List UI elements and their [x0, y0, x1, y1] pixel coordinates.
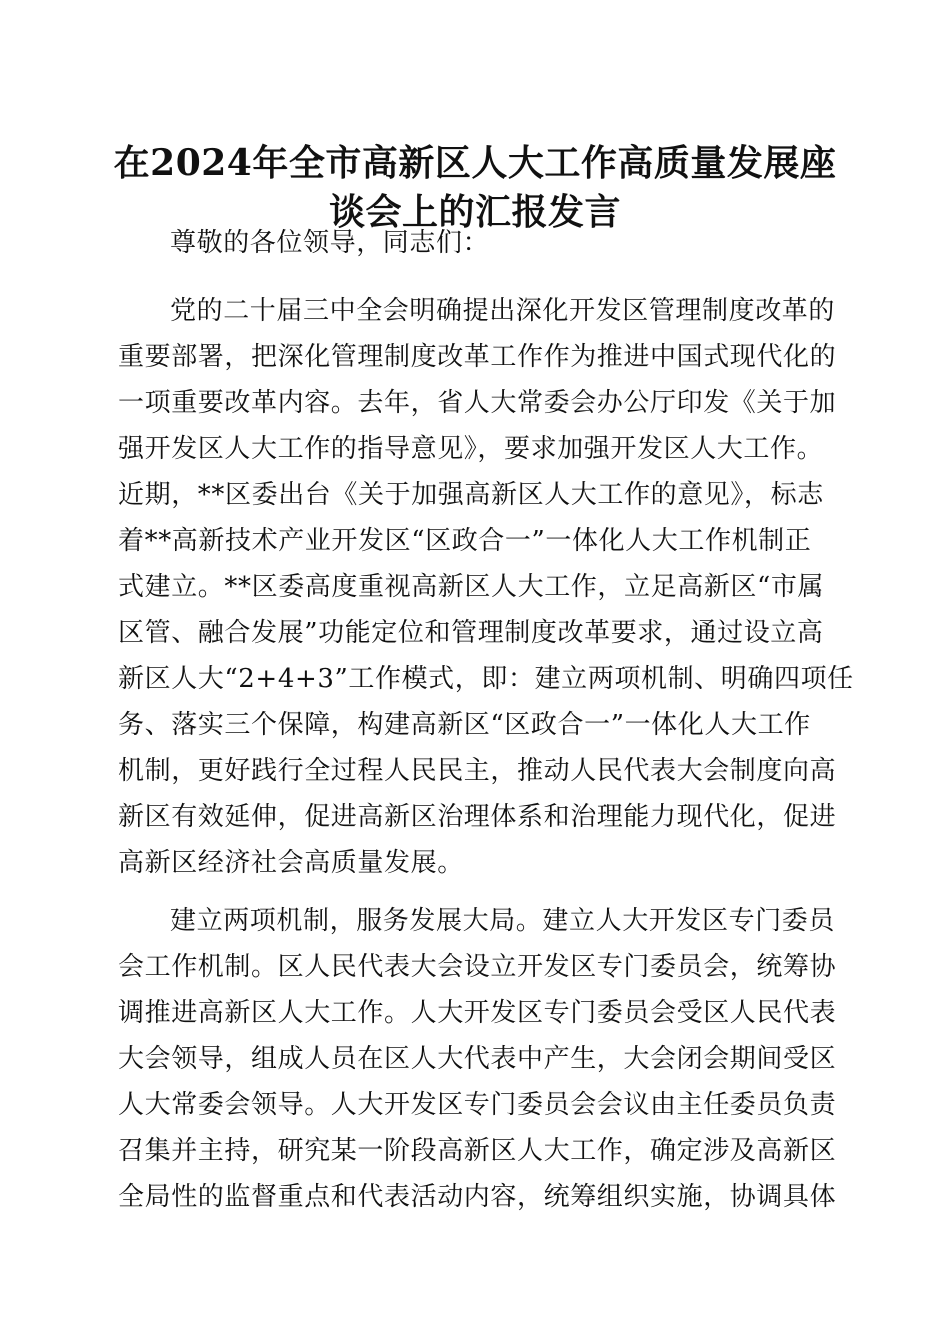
paragraph-1-line: 新区人大“2+4+3”工作模式，即：建立两项机制、明确四项任	[118, 664, 854, 694]
document-title-line-1: 在2024年全市高新区人大工作高质量发展座	[113, 142, 837, 184]
paragraph-1-line: 高新区经济社会高质量发展。	[118, 848, 464, 878]
paragraph-1-line: 重要部署，把深化管理制度改革工作作为推进中国式现代化的	[118, 342, 837, 372]
paragraph-1-line: 务、落实三个保障，构建高新区“区政合一”一体化人大工作	[118, 710, 811, 740]
paragraph-2-line: 建立两项机制，服务发展大局。建立人大开发区专门委员	[170, 906, 836, 936]
paragraph-2-line: 人大常委会领导。人大开发区专门委员会会议由主任委员负责	[118, 1090, 837, 1120]
paragraph-1-line: 新区有效延伸，促进高新区治理体系和治理能力现代化，促进	[118, 802, 837, 832]
paragraph-2-line: 大会领导，组成人员在区人大代表中产生，大会闭会期间受区	[118, 1044, 837, 1074]
paragraph-2-line: 全局性的监督重点和代表活动内容，统筹组织实施，协调具体	[118, 1182, 837, 1212]
paragraph-1-line: 近期，**区委出台《关于加强高新区人大工作的意见》，标志	[118, 480, 824, 510]
paragraph-1-line: 党的二十届三中全会明确提出深化开发区管理制度改革的	[170, 296, 836, 326]
paragraph-1-line: 着**高新技术产业开发区“区政合一”一体化人大工作机制正	[118, 526, 812, 556]
paragraph-2-line: 召集并主持，研究某一阶段高新区人大工作，确定涉及高新区	[118, 1136, 837, 1166]
paragraph-1-line: 区管、融合发展”功能定位和管理制度改革要求，通过设立高	[118, 618, 824, 648]
salutation: 尊敬的各位领导，同志们：	[170, 228, 490, 258]
paragraph-1-line: 一项重要改革内容。去年，省人大常委会办公厅印发《关于加	[118, 388, 837, 418]
paragraph-1-line: 强开发区人大工作的指导意见》，要求加强开发区人大工作。	[118, 434, 824, 464]
document-title-line-2: 谈会上的汇报发言	[328, 191, 621, 233]
paragraph-2-line: 调推进高新区人大工作。人大开发区专门委员会受区人民代表	[118, 998, 837, 1028]
paragraph-2-line: 会工作机制。区人民代表大会设立开发区专门委员会，统筹协	[118, 952, 837, 982]
paragraph-1-line: 式建立。**区委高度重视高新区人大工作，立足高新区“市属	[118, 572, 825, 602]
paragraph-1-line: 机制，更好践行全过程人民民主，推动人民代表大会制度向高	[118, 756, 837, 786]
